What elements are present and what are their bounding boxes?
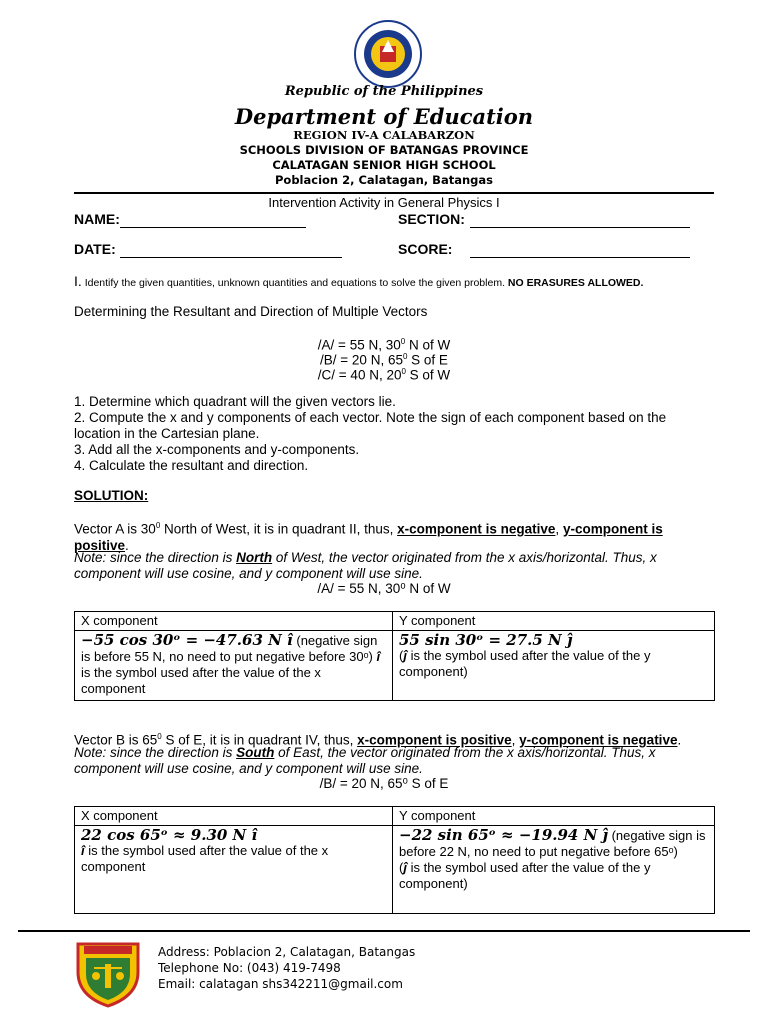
instructions [74, 273, 724, 289]
step-2: 2. Compute the x and y components of each vector. Note the sign of each component based on the location in the Cartesian plane. [74, 410, 667, 441]
vector-a-x-cell: −55 cos 30ᵒ = −47.63 N î (negative sign is before 55 N, no need to put negative before 30ᵒ) î is the symbol used after the value of the x component [75, 631, 393, 701]
date-blank[interactable] [120, 243, 342, 258]
vector-b-paragraph: Vector B is $65^0$ S of E, it is in quadrant IV, thus, x-component is positive, y-component is negative. [74, 732, 682, 748]
vector-c-given: /C/ = 40 N, $20^0$ S of W [317, 367, 451, 383]
vector-a-paragraph: Vector A is $30^0$ North of West, it is in quadrant II, thus, x-component is negative, y-component is positive. [74, 521, 663, 553]
footer-address: Address: Poblacion 2, Calatagan, Batangas [158, 945, 416, 959]
step-3: 3. Add all the x-components and y-components. [74, 442, 360, 457]
footer-email[interactable]: Email: calatagan shs342211@gmail.com [158, 977, 403, 991]
vector-b-y-header: Y component [393, 807, 715, 826]
step-1: 1. Determine which quadrant will the given vectors lie. [74, 394, 396, 409]
date-label: DATE: [74, 241, 116, 257]
division-line: SCHOOLS DIVISION OF BATANGAS PROVINCE [239, 143, 529, 157]
vector-a-given-repeat: /A/ = 55 N, 30⁰ N of W [317, 581, 451, 596]
address-line: Poblacion 2, Calatagan, Batangas [274, 173, 493, 187]
step-4: 4. Calculate the resultant and direction. [74, 458, 309, 473]
vector-b-table [74, 806, 715, 914]
score-blank[interactable] [470, 243, 690, 258]
instructions-bold: NO ERASURES ALLOWED. [507, 277, 644, 289]
problem-title: Determining the Resultant and Direction of Multiple Vectors [74, 304, 428, 319]
vector-a-given: /A/ = 55 N, $30^0$ N of W [317, 337, 451, 353]
republic-line: Republic of the Philippines [284, 84, 484, 99]
vector-a-y-cell: 55 sin 30ᵒ = 27.5 N ĵ (ĵ is the symbol used after the value of the y component) [393, 631, 715, 701]
school-logo [72, 938, 144, 1008]
header-rule [74, 192, 714, 194]
vector-b-y-cell: −22 sin 65ᵒ ≈ −19.94 N ĵ (negative sign is before 22 N, no need to put negative before 65ᵒ) (ĵ is the symbol used after the value of the y component) [393, 826, 715, 914]
school-line: CALATAGAN SENIOR HIGH SCHOOL [272, 158, 496, 172]
deped-seal [350, 20, 426, 88]
footer-rule [18, 930, 750, 932]
section-blank[interactable] [470, 213, 690, 228]
vector-b-given: /B/ = 20 N, $65^0$ S of E [320, 352, 448, 368]
name-label: NAME: [74, 211, 120, 227]
activity-title: Intervention Activity in General Physics I [268, 195, 500, 210]
instructions-roman: I. [74, 273, 82, 289]
score-label: SCORE: [398, 241, 453, 257]
vector-a-y-header: Y component [393, 612, 715, 631]
instructions-text: Identify the given quantities, unknown quantities and equations to solve the given problem. [84, 277, 505, 289]
vector-b-given-repeat: /B/ = 20 N, 65⁰ S of E [319, 776, 449, 791]
steps-list [74, 394, 714, 474]
region-line: REGION IV-A CALABARZON [293, 128, 475, 142]
name-blank[interactable] [120, 213, 306, 228]
department-title: Department of Education [234, 104, 534, 129]
footer-telephone: Telephone No: (043) 419-7498 [158, 961, 341, 975]
vector-b-note: Note: since the direction is South of East, the vector originated from the x axis/horizontal. Thus, x component will use cosine, and y component will use sine. [74, 745, 656, 776]
vector-b-x-header: X component [75, 807, 393, 826]
solution-heading: SOLUTION: [74, 488, 149, 503]
vector-b-x-cell: 22 cos 65ᵒ ≈ 9.30 N î î is the symbol used after the value of the x component [75, 826, 393, 914]
vector-a-x-header: X component [75, 612, 393, 631]
vector-a-note: Note: since the direction is North of West, the vector originated from the x axis/horizontal. Thus, x component will use cosine, and y component will use sine. [74, 550, 657, 581]
section-label: SECTION: [398, 211, 465, 227]
vector-a-table [74, 611, 715, 701]
